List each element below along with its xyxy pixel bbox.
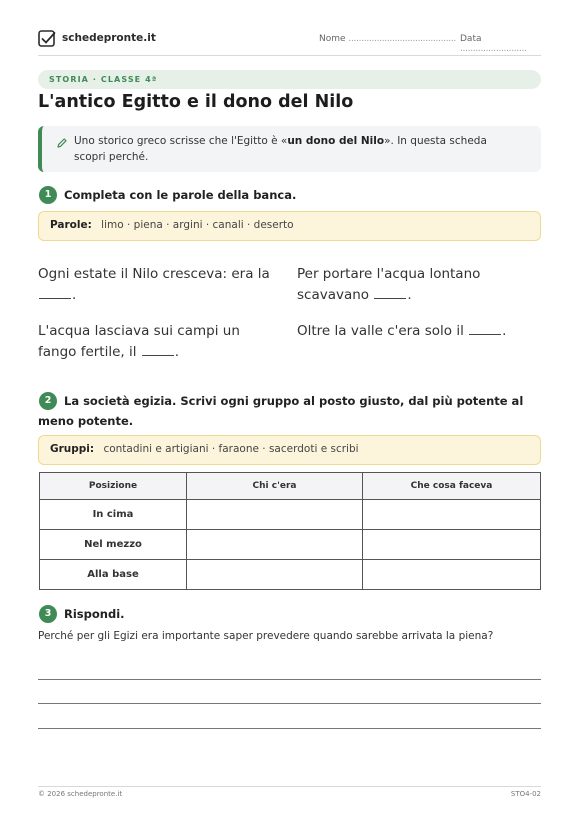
answer-cell[interactable]: [363, 500, 541, 530]
site-name: schedepronte.it: [62, 32, 156, 44]
sentence-2-end: .: [407, 287, 412, 303]
answer-cell[interactable]: [363, 530, 541, 560]
group-bank-words: contadini e artigiani · faraone · sacerdoti e scribi: [103, 443, 359, 455]
column-header-role: Che cosa faceva: [363, 473, 541, 500]
footer-divider: [38, 786, 541, 787]
sentence-3-text: L'acqua lasciava sui campi un fango fertile, il: [38, 323, 240, 360]
question-3-text: Rispondi.: [64, 607, 125, 621]
group-bank: [38, 435, 541, 465]
fill-sentence-1: [38, 264, 278, 306]
name-label: Nome: [319, 34, 346, 44]
table-row: [40, 560, 541, 590]
footer-code: STO4-02: [510, 790, 541, 798]
intro-text-bold: un dono del Nilo: [287, 135, 385, 147]
table-row: [40, 530, 541, 560]
sentence-3-end: .: [174, 344, 180, 360]
answer-line[interactable]: [38, 703, 541, 704]
question-2-badge: 2: [39, 392, 57, 410]
intro-text-after: ». In questa scheda scopri perché.: [74, 135, 487, 163]
table-header-row: [40, 473, 541, 500]
table-row: [40, 500, 541, 530]
blank-3[interactable]: [142, 344, 174, 356]
answer-cell[interactable]: [187, 500, 363, 530]
sentence-1-end: .: [72, 287, 77, 303]
sentence-1-text: Ogni estate il Nilo cresceva: era la: [38, 266, 270, 282]
word-bank-label: Parole:: [50, 219, 92, 231]
intro-text: [74, 133, 514, 165]
question-1-text: Completa con le parole della banca.: [64, 188, 297, 202]
question-2-text: La società egizia. Scrivi ogni gruppo al posto giusto, dal più potente al meno potente.: [38, 394, 524, 428]
blank-2[interactable]: [374, 287, 406, 299]
blank-4[interactable]: [469, 323, 501, 335]
pencil-icon: [56, 137, 68, 149]
question-1-badge: 1: [39, 186, 57, 204]
society-table: [39, 472, 541, 590]
name-dots: ..........................................: [348, 34, 456, 44]
column-header-position: Posizione: [40, 473, 187, 500]
name-field[interactable]: [319, 34, 456, 44]
page-title: L'antico Egitto e il dono del Nilo: [38, 92, 354, 112]
row-label-top: In cima: [40, 500, 187, 530]
row-label-middle: Nel mezzo: [40, 530, 187, 560]
fill-sentence-2: [297, 264, 541, 306]
answer-cell[interactable]: [187, 560, 363, 590]
blank-1[interactable]: [39, 287, 71, 299]
fill-sentence-3: [38, 321, 278, 363]
answer-line[interactable]: [38, 728, 541, 729]
sentence-2-text: Per portare l'acqua lontano scavavano: [297, 266, 481, 303]
word-bank-words: limo · piena · argini · canali · deserto: [101, 219, 294, 231]
fill-sentence-4: [297, 321, 541, 342]
question-3-prompt: Perché per gli Egizi era importante saper prevedere quando sarebbe arrivata la piena?: [38, 630, 494, 642]
answer-cell[interactable]: [363, 560, 541, 590]
question-3-badge: 3: [39, 605, 57, 623]
subject-pill: STORIA · CLASSE 4ª: [38, 70, 541, 89]
date-dots: ..........................: [460, 44, 527, 54]
footer-copyright: © 2026 schedepronte.it: [38, 790, 123, 798]
intro-box: [38, 126, 541, 172]
sentence-4-text: Oltre la valle c'era solo il: [297, 323, 464, 339]
column-header-who: Chi c'era: [187, 473, 363, 500]
checkbox-logo-icon: [38, 30, 56, 48]
answer-line[interactable]: [38, 679, 541, 680]
sentence-4-end: .: [502, 323, 507, 339]
intro-text-before: Uno storico greco scrisse che l'Egitto è «: [74, 135, 288, 147]
date-label: Data: [460, 34, 482, 44]
answer-cell[interactable]: [187, 530, 363, 560]
group-bank-label: Gruppi:: [50, 443, 95, 455]
row-label-bottom: Alla base: [40, 560, 187, 590]
page-header: [38, 28, 541, 56]
date-field[interactable]: [460, 34, 541, 54]
word-bank: [38, 211, 541, 241]
